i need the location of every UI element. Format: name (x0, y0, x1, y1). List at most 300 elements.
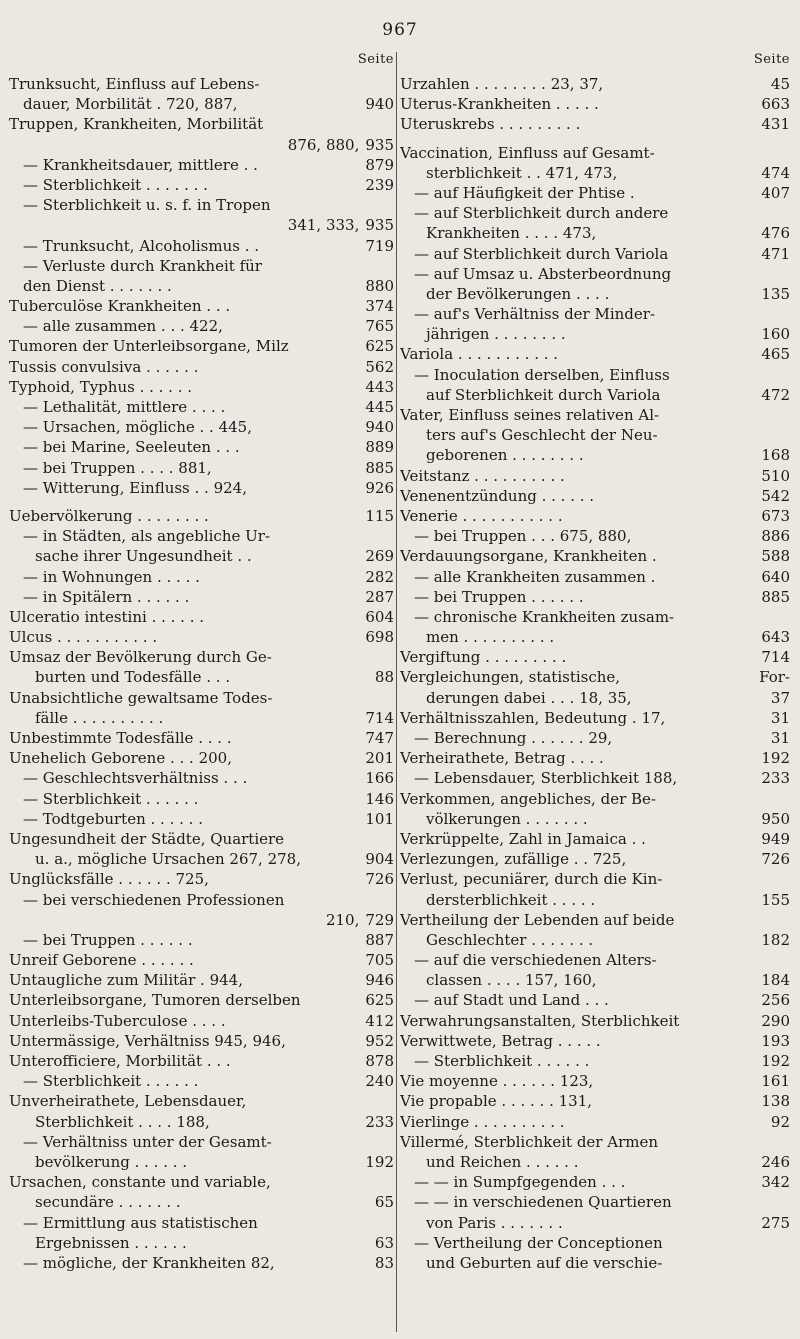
entry-text: Vertheilung der Lebenden auf beide (400, 910, 675, 929)
entry-page-number: 726 (365, 870, 394, 889)
entry-text: der Bevölkerungen . . . . (426, 284, 610, 303)
index-entry (400, 304, 790, 324)
index-entry (9, 195, 394, 215)
entry-text: — auf Sterblichkeit durch andere (414, 204, 669, 223)
entry-text: Vaccination, Einfluss auf Gesamt- (400, 143, 655, 162)
entry-page-number: 878 (365, 1052, 394, 1070)
entry-page-number: 201 (365, 749, 394, 768)
entry-text: — bei Truppen . . . . . . (414, 587, 584, 606)
entry-page-number: 146 (365, 789, 394, 808)
index-entry (9, 1192, 394, 1212)
page-number: 967 (382, 20, 418, 40)
entry-text: 210, (325, 910, 360, 929)
entry-page-number: 643 (761, 628, 790, 647)
entry-text: Urzahlen . . . . . . . . 23, 37, (400, 75, 604, 93)
index-entry (400, 667, 790, 687)
entry-text: Veitstanz . . . . . . . . . . (400, 466, 565, 485)
entry-text: Verheirathete, Betrag . . . . (400, 749, 604, 768)
index-entry (9, 1071, 394, 1091)
index-entry (400, 567, 790, 587)
index-entry (400, 163, 790, 183)
entry-page-number: 431 (761, 115, 790, 134)
index-entry (400, 1051, 790, 1071)
index-entry (400, 990, 790, 1010)
index-entry (9, 667, 394, 687)
index-entry (400, 1213, 790, 1233)
entry-page-number: 880 (365, 276, 394, 295)
index-entry (9, 1112, 394, 1132)
index-entry (400, 829, 790, 849)
entry-text: Verwittwete, Betrag . . . . . (400, 1031, 601, 1050)
entry-text: — Geschlechtsverhältniss . . . (23, 769, 248, 788)
index-entry (400, 506, 790, 526)
index-entry (9, 296, 394, 316)
entry-text: 876, 880, (287, 135, 360, 154)
index-entry (400, 546, 790, 566)
index-entry (400, 183, 790, 203)
entry-text: — Sterblichkeit u. s. f. in Tropen (23, 196, 271, 215)
entry-page-number: 719 (365, 236, 394, 255)
entry-text: — bei Truppen . . . 675, 880, (414, 527, 632, 546)
index-entry (400, 324, 790, 344)
index-entry (9, 478, 394, 498)
index-entry (9, 809, 394, 829)
index-entry (9, 910, 394, 930)
index-entry (9, 849, 394, 869)
entry-text: Truppen, Krankheiten, Morbilität (9, 115, 264, 134)
entry-page-number: 193 (761, 1031, 790, 1050)
entry-page-number: 135 (761, 284, 790, 303)
index-entry (400, 445, 790, 465)
entry-text: classen . . . . 157, 160, (426, 971, 597, 990)
entry-page-number: 673 (761, 506, 790, 525)
entry-text: Unglücksfälle . . . . . . 725, (9, 870, 209, 889)
entry-page-number: 472 (761, 385, 790, 404)
index-entry (9, 647, 394, 667)
entry-page-number: 588 (761, 547, 790, 566)
entry-text: — auf Häufigkeit der Phtise . (414, 183, 635, 202)
index-entry (9, 768, 394, 788)
entry-text: Typhoid, Typhus . . . . . . (9, 377, 193, 396)
index-entry (400, 526, 790, 546)
entry-text: — Trunksucht, Alcoholismus . . (23, 236, 260, 255)
entry-page-number: 950 (761, 809, 790, 828)
entry-text: — in Wohnungen . . . . . (23, 567, 200, 586)
entry-text: Vie moyenne . . . . . . 123, (400, 1072, 594, 1091)
index-entry (400, 405, 790, 425)
entry-text: Unreif Geborene . . . . . . (9, 951, 194, 970)
entry-page-number: 510 (761, 466, 790, 485)
entry-page-number: 92 (770, 1112, 790, 1131)
index-entry (9, 397, 394, 417)
entry-page-number: 256 (761, 991, 790, 1010)
entry-page-number: 747 (365, 729, 394, 747)
index-entry (9, 1011, 394, 1031)
entry-text: Verkrüppelte, Zahl in Jamaica . . (400, 829, 646, 848)
entry-text: — in Spitälern . . . . . . (23, 587, 190, 606)
index-entry (400, 708, 790, 728)
entry-page-number: 192 (365, 1152, 394, 1171)
entry-page-number: 705 (365, 951, 394, 970)
entry-text: Vater, Einfluss seines relativen Al- (400, 406, 660, 424)
index-entry (9, 627, 394, 647)
entry-page-number: 940 (365, 95, 394, 114)
index-entry (400, 223, 790, 243)
index-entry (400, 284, 790, 304)
entry-text: — bei Marine, Seeleuten . . . (23, 438, 240, 457)
entry-text: Verhältnisszahlen, Bedeutung . 17, (400, 708, 666, 727)
entry-text: — Inoculation derselben, Einfluss (414, 365, 670, 384)
entry-text: geborenen . . . . . . . . (426, 446, 584, 465)
entry-page-number: 625 (365, 337, 394, 356)
index-entry (400, 264, 790, 284)
index-entry (400, 1253, 790, 1273)
entry-page-number: 192 (761, 749, 790, 768)
entry-text: Verkommen, angebliches, der Be- (400, 789, 656, 808)
index-entry (9, 546, 394, 566)
entry-text: — bei Truppen . . . . 881, (23, 458, 212, 477)
entry-page-number: 168 (761, 446, 790, 465)
entry-text: — Verluste durch Krankheit für (23, 256, 262, 275)
index-entry (400, 809, 790, 829)
entry-text: Uteruskrebs . . . . . . . . . (400, 115, 581, 134)
entry-text: Variola . . . . . . . . . . . (400, 345, 559, 364)
entry-page-number: 765 (365, 317, 394, 336)
index-entry (9, 336, 394, 356)
entry-page-number: 192 (761, 1052, 790, 1070)
entry-text: — mögliche, der Krankheiten 82, (23, 1253, 275, 1272)
index-entry (9, 829, 394, 849)
entry-text: Untermässige, Verhältniss 945, 946, (9, 1031, 286, 1050)
entry-text: Uterus-Krankheiten . . . . . (400, 95, 599, 114)
entry-text: Unterofficiere, Morbilität . . . (9, 1052, 231, 1070)
entry-text: — Todtgeburten . . . . . . (23, 809, 203, 828)
index-entry (9, 215, 394, 235)
entry-page-number: 412 (365, 1011, 394, 1030)
index-entry (400, 869, 790, 889)
entry-text: ters auf's Geschlecht der Neu- (426, 426, 658, 445)
index-entry (9, 175, 394, 195)
index-entry (400, 365, 790, 385)
index-entry (400, 74, 790, 94)
index-entry (400, 1091, 790, 1111)
entry-page-number: 698 (365, 628, 394, 647)
entry-page-number: 407 (761, 183, 790, 202)
index-entry (9, 607, 394, 627)
index-entry (400, 203, 790, 223)
entry-text: — chronische Krankheiten zusam- (414, 607, 675, 626)
entry-page-number: 729 (365, 910, 394, 929)
entry-text: Vie propable . . . . . . 131, (400, 1092, 593, 1111)
entry-text: — auf Sterblichkeit durch Variola (414, 244, 669, 263)
index-entry (9, 1213, 394, 1233)
entry-text: Verlust, pecuniärer, durch die Kin- (400, 870, 663, 889)
entry-page-number: 138 (761, 1092, 790, 1111)
index-entry (9, 94, 394, 114)
entry-page-number: 946 (365, 971, 394, 990)
index-entry (9, 1031, 394, 1051)
index-entry (400, 1132, 790, 1152)
entry-text: Verlezungen, zufällige . . 725, (400, 850, 627, 869)
index-entry (9, 708, 394, 728)
entry-text: Tussis convulsiva . . . . . . (9, 357, 199, 376)
entry-page-number: 885 (761, 587, 790, 606)
index-entry (9, 748, 394, 768)
index-entry (400, 1011, 790, 1031)
index-entry (400, 1071, 790, 1091)
entry-page-number: 115 (365, 506, 394, 525)
entry-page-number: 476 (761, 224, 790, 243)
entry-text: Uebervölkerung . . . . . . . . (9, 506, 209, 525)
entry-text: Unterleibsorgane, Tumoren derselben (9, 991, 301, 1010)
entry-text: fälle . . . . . . . . . . (35, 708, 164, 727)
entry-page-number: 65 (374, 1193, 394, 1212)
entry-text: sterblichkeit . . 471, 473, (426, 163, 618, 182)
index-entry (400, 789, 790, 809)
index-entry (9, 236, 394, 256)
left-entries (9, 74, 394, 1273)
entry-text: — alle zusammen . . . 422, (23, 317, 223, 336)
entry-text: Ungesundheit der Städte, Quartiere (9, 829, 285, 848)
index-entry (400, 930, 790, 950)
index-entry (9, 990, 394, 1010)
entry-page-number: 949 (761, 829, 790, 848)
index-entry (9, 930, 394, 950)
entry-page-number: 342 (761, 1173, 790, 1192)
index-entry (400, 688, 790, 708)
entry-text: — auf's Verhältniss der Minder- (414, 305, 656, 324)
entry-text: — Verhältniss unter der Gesamt- (23, 1132, 272, 1151)
entry-page-number: 926 (365, 478, 394, 497)
entry-text: Krankheiten . . . . 473, (426, 224, 597, 243)
entry-text: Unterleibs-Tuberculose . . . . (9, 1011, 226, 1030)
index-entry (400, 425, 790, 445)
entry-page-number: 474 (761, 163, 790, 182)
left-column (9, 52, 394, 1273)
entry-text: Villermé, Sterblichkeit der Armen (400, 1132, 658, 1151)
entry-page-number: 640 (761, 567, 790, 586)
entry-text: secundäre . . . . . . . (35, 1193, 181, 1212)
entry-text: völkerungen . . . . . . . (426, 809, 588, 828)
entry-text: Venerie . . . . . . . . . . . (400, 506, 563, 525)
index-entry (400, 1233, 790, 1253)
entry-text: — Sterblichkeit . . . . . . . (23, 175, 208, 194)
index-entry (400, 1172, 790, 1192)
entry-text: — Krankheitsdauer, mittlere . . (23, 155, 258, 174)
entry-page-number: 374 (365, 297, 394, 316)
entry-page-number: 233 (761, 769, 790, 788)
index-entry (400, 244, 790, 264)
entry-page-number: 935 (365, 135, 394, 154)
entry-page-number: 290 (761, 1011, 790, 1030)
entry-text: Ursachen, constante und variable, (9, 1173, 271, 1192)
right-column (400, 52, 790, 1273)
index-entry (400, 910, 790, 930)
entry-text: Verwahrungsanstalten, Sterblichkeit (400, 1011, 680, 1030)
index-entry (9, 1091, 394, 1111)
entry-text: — bei Truppen . . . . . . (23, 930, 193, 949)
index-entry (9, 276, 394, 296)
entry-page-number: 885 (365, 458, 394, 477)
entry-text: Venenentzündung . . . . . . (400, 486, 595, 505)
index-entry (400, 950, 790, 970)
entry-text: — Witterung, Einfluss . . 924, (23, 478, 247, 497)
entry-text: — Sterblichkeit . . . . . . (414, 1052, 590, 1070)
entry-page-number: 275 (761, 1213, 790, 1232)
index-entry (9, 74, 394, 94)
right-column-header: Seite (753, 52, 790, 67)
column-divider (396, 52, 397, 1332)
entry-page-number: 562 (365, 357, 394, 376)
entry-page-number: 31 (770, 708, 790, 727)
entry-text: dersterblichkeit . . . . . (426, 890, 596, 909)
entry-page-number: 63 (374, 1233, 394, 1252)
index-entry (400, 587, 790, 607)
entry-page-number: 45 (770, 75, 790, 93)
entry-page-number: 240 (365, 1072, 394, 1091)
entry-page-number: 952 (365, 1031, 394, 1050)
entry-page-number: 161 (761, 1072, 790, 1091)
entry-text: — Berechnung . . . . . . 29, (414, 729, 613, 747)
entry-page-number: 714 (365, 708, 394, 727)
entry-text: Sterblichkeit . . . . 188, (35, 1112, 210, 1131)
entry-page-number: 726 (761, 850, 790, 869)
index-entry (400, 607, 790, 627)
entry-text: — Lethalität, mittlere . . . . (23, 398, 226, 416)
entry-page-number: 269 (365, 547, 394, 566)
index-entry (400, 748, 790, 768)
entry-text: Unabsichtliche gewaltsame Todes- (9, 688, 273, 707)
entry-page-number: 714 (761, 648, 790, 667)
entry-text: Unehelich Geborene . . . 200, (9, 749, 232, 768)
entry-text: 341, 333, (287, 216, 360, 235)
entry-page-number: 935 (365, 216, 394, 235)
index-entry (9, 114, 394, 134)
entry-text: — auf Umsaz u. Absterbeordnung (414, 264, 672, 283)
index-entry (9, 869, 394, 889)
entry-page-number: 663 (761, 95, 790, 114)
entry-text: Ulceratio intestini . . . . . . (9, 607, 205, 626)
entry-text: Vergleichungen, statistische, (400, 668, 621, 687)
entry-page-number: 887 (365, 930, 394, 949)
index-entry (9, 728, 394, 748)
entry-page-number: 443 (365, 377, 394, 396)
entry-page-number: 239 (365, 175, 394, 194)
entry-page-number: 886 (761, 527, 790, 546)
entry-page-number: 889 (365, 438, 394, 457)
index-entry (400, 344, 790, 364)
index-entry (9, 256, 394, 276)
index-entry (9, 316, 394, 336)
entry-page-number: 604 (365, 607, 394, 626)
index-entry (400, 728, 790, 748)
entry-page-number: 101 (365, 809, 394, 828)
entry-text: bevölkerung . . . . . . (35, 1152, 188, 1171)
index-entry (9, 970, 394, 990)
entry-text: — Vertheilung der Conceptionen (414, 1233, 663, 1252)
entry-page-number: 233 (365, 1112, 394, 1131)
entry-text: — — in Sumpfgegenden . . . (414, 1173, 626, 1192)
index-entry (9, 1132, 394, 1152)
index-entry (9, 377, 394, 397)
index-entry (9, 1051, 394, 1071)
entry-page-number: 182 (761, 930, 790, 949)
entry-text: — Ermittlung aus statistischen (23, 1213, 258, 1232)
entry-page-number: 471 (761, 244, 790, 263)
index-entry (9, 789, 394, 809)
entry-text: Tuberculöse Krankheiten . . . (9, 297, 231, 316)
entry-text: und Reichen . . . . . . (426, 1152, 579, 1171)
entry-page-number: For- (759, 668, 790, 687)
entry-text: — auf die verschiedenen Alters- (414, 951, 657, 970)
index-entry (9, 417, 394, 437)
entry-page-number: 445 (365, 398, 394, 416)
entry-text: — in Städten, als angebliche Ur- (23, 527, 271, 546)
right-entries (400, 74, 790, 1273)
entry-text: — Sterblichkeit . . . . . . (23, 789, 199, 808)
index-entry (400, 1112, 790, 1132)
entry-text: — auf Stadt und Land . . . (414, 991, 609, 1010)
entry-page-number: 879 (365, 155, 394, 174)
index-entry (9, 458, 394, 478)
entry-text: Verdauungsorgane, Krankheiten . (400, 547, 657, 566)
entry-text: Ergebnissen . . . . . . (35, 1233, 187, 1252)
entry-text: — Ursachen, mögliche . . 445, (23, 418, 252, 437)
entry-text: u. a., mögliche Ursachen 267, 278, (35, 850, 301, 869)
index-entry (400, 385, 790, 405)
entry-text: den Dienst . . . . . . . (23, 276, 172, 295)
index-entry (9, 506, 394, 526)
index-entry (400, 970, 790, 990)
index-entry (9, 950, 394, 970)
entry-text: Vierlinge . . . . . . . . . . (400, 1112, 565, 1131)
entry-text: Vergiftung . . . . . . . . . (400, 648, 567, 667)
entry-text: men . . . . . . . . . . (426, 628, 555, 647)
entry-text: Untaugliche zum Militär . 944, (9, 971, 243, 990)
entry-text: derungen dabei . . . 18, 35, (426, 688, 632, 707)
index-entry (400, 647, 790, 667)
entry-text: und Geburten auf die verschie- (426, 1253, 663, 1272)
entry-text: Geschlechter . . . . . . . (426, 930, 594, 949)
entry-page-number: 160 (761, 325, 790, 344)
entry-text: Unverheirathete, Lebensdauer, (9, 1092, 247, 1111)
entry-text: Ulcus . . . . . . . . . . . (9, 628, 158, 647)
index-entry (9, 357, 394, 377)
index-entry (400, 768, 790, 788)
index-entry (400, 466, 790, 486)
index-entry (400, 143, 790, 163)
index-entry (9, 1152, 394, 1172)
entry-page-number: 31 (770, 729, 790, 747)
index-entry (400, 1152, 790, 1172)
entry-text: auf Sterblichkeit durch Variola (426, 385, 661, 404)
entry-page-number: 37 (770, 688, 790, 707)
index-entry (400, 849, 790, 869)
entry-text: Tumoren der Unterleibsorgane, Milz (9, 337, 289, 356)
entry-text: jährigen . . . . . . . . (426, 325, 566, 344)
index-entry (400, 627, 790, 647)
entry-text: — bei verschiedenen Professionen (23, 890, 285, 909)
entry-page-number: 287 (365, 587, 394, 606)
index-entry (9, 567, 394, 587)
entry-text: sache ihrer Ungesundheit . . (35, 547, 252, 566)
entry-page-number: 542 (761, 486, 790, 505)
entry-text: — — in verschiedenen Quartieren (414, 1193, 672, 1212)
entry-page-number: 155 (761, 890, 790, 909)
index-entry (9, 688, 394, 708)
index-entry (9, 1172, 394, 1192)
entry-text: Unbestimmte Todesfälle . . . . (9, 729, 232, 747)
